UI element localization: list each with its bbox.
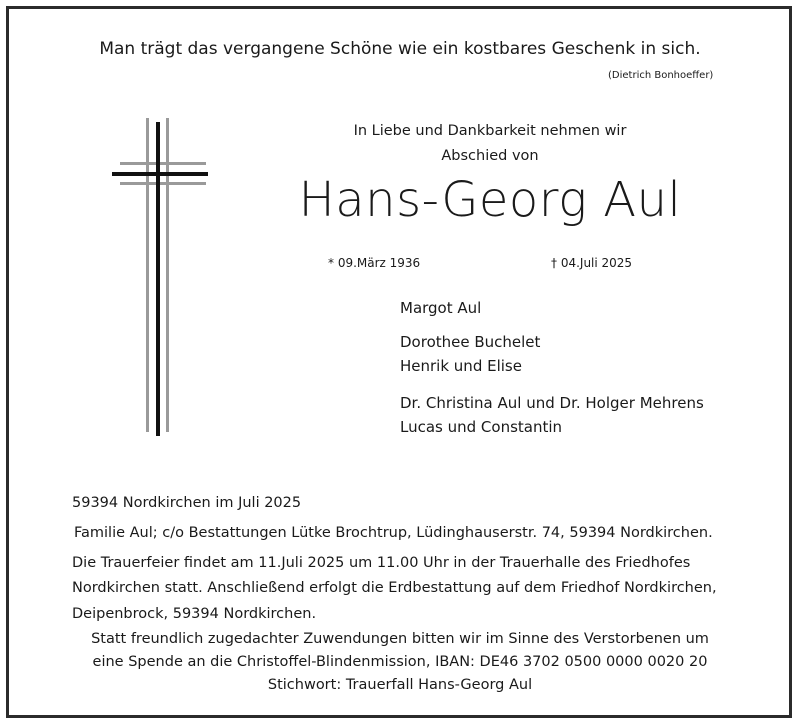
intro-line: Abschied von — [441, 148, 539, 164]
quote-author: (Dietrich Bonhoeffer) — [608, 70, 714, 81]
donation-line: eine Spende an die Christoffel-Blindenmission, IBAN: DE46 3702 0500 0000 0020 20 — [92, 654, 708, 670]
family-member: Lucas und Constantin — [400, 418, 563, 436]
family-member: Margot Aul — [400, 299, 482, 317]
place-date: 59394 Nordkirchen im Juli 2025 — [72, 495, 302, 511]
address: Familie Aul; c/o Bestattungen Lütke Brochtrup, Lüdinghauserstr. 74, 59394 Nordkirchen. — [74, 525, 713, 541]
funeral-info-line: Die Trauerfeier findet am 11.Juli 2025 um 11.00 Uhr in der Trauerhalle des Friedhofes — [72, 555, 691, 571]
birth-date: * 09.März 1936 — [328, 256, 421, 270]
donation-line: Statt freundlich zugedachter Zuwendungen bitten wir im Sinne des Verstorbenen um — [91, 631, 709, 647]
death-date: † 04.Juli 2025 — [551, 256, 633, 270]
funeral-info-line: Nordkirchen statt. Anschließend erfolgt die Erdbestattung auf dem Friedhof Nordkirchen, — [72, 580, 717, 596]
intro-line: In Liebe und Dankbarkeit nehmen wir — [353, 123, 627, 139]
family-member: Dr. Christina Aul und Dr. Holger Mehrens — [400, 394, 704, 412]
cross-icon — [100, 118, 220, 438]
donation-line: Stichwort: Trauerfall Hans-Georg Aul — [267, 677, 533, 693]
quote-text: Man trägt das vergangene Schöne wie ein kostbares Geschenk in sich. — [99, 39, 701, 59]
funeral-info-line: Deipenbrock, 59394 Nordkirchen. — [72, 606, 317, 622]
deceased-name: Hans-Georg Aul — [298, 172, 682, 228]
intro-text — [290, 119, 690, 169]
family-member: Henrik und Elise — [400, 357, 522, 375]
family-member: Dorothee Buchelet — [400, 333, 541, 351]
